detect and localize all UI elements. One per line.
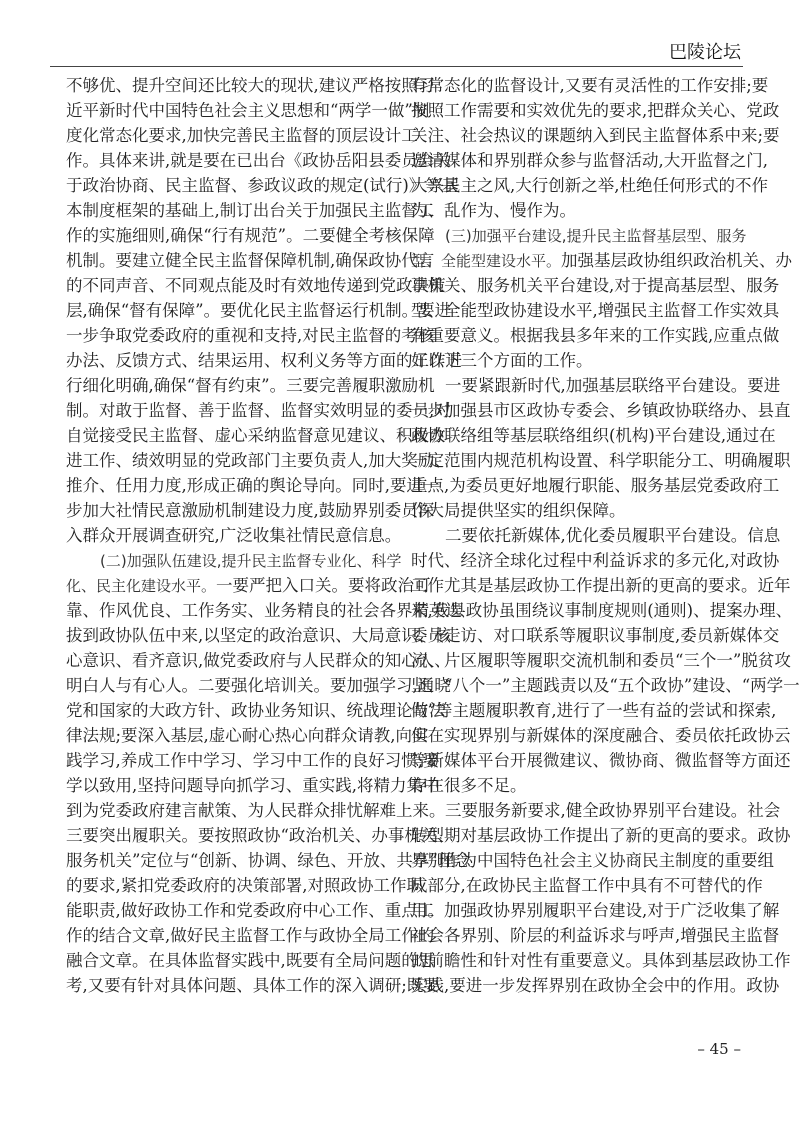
section-heading: (二)加强队伍建设,提升民主监督专业化、科学 bbox=[100, 552, 402, 570]
body-text: 大兴民主之风,大行创新之举,杜绝任何形式的不作 bbox=[411, 176, 768, 195]
body-text: 按照工作需要和实效优先的要求,把群众关心、党政 bbox=[411, 101, 780, 120]
body-text: 但在实现界别与新媒体的深度融合、委员依托政协云 bbox=[411, 726, 791, 745]
section-heading-line bbox=[411, 248, 793, 273]
text-line bbox=[411, 348, 742, 373]
body-text: 本制度框架的基础上,制订出台关于加强民主监督工 bbox=[66, 201, 435, 220]
text-line bbox=[411, 873, 763, 898]
body-text: 有常态化的监督设计,又要有灵活性的工作安排;要 bbox=[411, 76, 769, 95]
text-line bbox=[411, 798, 781, 823]
journal-header-title: 巴陵论坛 bbox=[669, 42, 741, 63]
text-line bbox=[411, 548, 780, 573]
body-text: 邀请媒体和界别群众参与监督活动,大开监督之门, bbox=[411, 151, 768, 170]
text-line bbox=[411, 173, 768, 198]
text-line bbox=[411, 323, 780, 348]
text-line bbox=[411, 73, 769, 98]
body-text: 步加大社情民意激励机制建设力度,鼓励界别委员深 bbox=[66, 501, 435, 520]
body-text: 一要紧跟新时代,加强基层联络平台建设。要进 bbox=[445, 376, 781, 395]
text-line bbox=[66, 648, 451, 673]
text-line bbox=[66, 423, 446, 448]
text-line bbox=[411, 698, 777, 723]
body-text: 一定范围内规范机构设置、科学职能分工、明确履职 bbox=[411, 451, 791, 470]
body-text: 入群众开展调查研究,广泛收集社情民意信息。 bbox=[66, 526, 402, 545]
text-line bbox=[66, 123, 418, 148]
text-line bbox=[66, 973, 440, 998]
text-line bbox=[411, 923, 780, 948]
body-text: 办法、反馈方式、结果运用、权利义务等方面的工作进 bbox=[66, 351, 462, 370]
body-text: 好以下三个方面的工作。 bbox=[411, 351, 593, 370]
text-line bbox=[411, 773, 742, 798]
body-text: 重点,为委员更好地履行职能、服务基层党委政府工 bbox=[411, 476, 780, 495]
body-text: 三要服务新要求,健全政协界别平台建设。社会 bbox=[445, 801, 781, 820]
text-line bbox=[66, 173, 459, 198]
body-text: 考,又要有针对具体问题、具体工作的深入调研;既要 bbox=[66, 976, 440, 995]
text-line bbox=[66, 698, 446, 723]
text-line bbox=[411, 673, 800, 698]
text-line bbox=[66, 523, 402, 548]
text-line bbox=[66, 373, 435, 398]
body-text: 近平新时代中国特色社会主义思想和“两学一做”制 bbox=[66, 101, 430, 120]
text-line bbox=[66, 923, 435, 948]
text-line bbox=[66, 848, 471, 873]
body-text: 三要突出履职关。要按照政协“政治机关、办事机关、 bbox=[66, 826, 454, 845]
text-line bbox=[411, 98, 780, 123]
body-text: 成部分,在政协民主监督工作中具有不可替代的作 bbox=[411, 876, 763, 895]
body-text: 到为党委政府建言献策、为人民群众排忧解难上来。 bbox=[66, 801, 446, 820]
text-line bbox=[411, 848, 774, 873]
text-line bbox=[66, 398, 451, 423]
body-text: 制。对敢于监督、善于监督、监督实效明显的委员,对 bbox=[66, 401, 451, 420]
text-line bbox=[66, 448, 451, 473]
text-line bbox=[411, 198, 742, 223]
body-text: 的不同声音、不同观点能及时有效地传递到党政决策 bbox=[66, 276, 446, 295]
body-text: 一要严把入口关。要将政治可 bbox=[216, 576, 431, 595]
body-text: 推介、任用力度,形成正确的舆论导向。同时,要进一 bbox=[66, 476, 440, 495]
section-heading-line bbox=[66, 548, 402, 573]
text-line bbox=[411, 898, 780, 923]
body-text: 机制。要建立健全民主监督保障机制,确保政协代言 bbox=[66, 251, 435, 270]
text-line bbox=[411, 498, 742, 523]
section-heading: 型、全能型建设水平。 bbox=[411, 252, 562, 270]
body-text: 实践,要进一步发挥界别在政协全会中的作用。政协 bbox=[411, 976, 780, 995]
text-line bbox=[411, 273, 780, 298]
body-text: 坚、“八个一”主题践责以及“五个政协”建设、“两学一 bbox=[411, 676, 800, 695]
text-line bbox=[66, 198, 435, 223]
body-text: 事机关、服务机关平台建设,对于提高基层型、服务 bbox=[411, 276, 780, 295]
body-text: 度化常态化要求,加快完善民主监督的顶层设计工 bbox=[66, 126, 418, 145]
body-text: 来,我县政协虽围绕议事制度规则(通则)、提案办理、 bbox=[411, 601, 793, 620]
header-rule bbox=[50, 66, 743, 67]
text-line bbox=[66, 873, 423, 898]
body-text: 关注、社会热议的课题纳入到民主监督体系中来;要 bbox=[411, 126, 780, 145]
body-text: 心意识、看齐意识,做党委政府与人民群众的知心人、 bbox=[66, 651, 451, 670]
text-line bbox=[411, 398, 791, 423]
text-line bbox=[66, 323, 435, 348]
body-text: 一步加强县市区政协专委会、乡镇政协联络办、县直 bbox=[411, 401, 791, 420]
text-line bbox=[411, 298, 780, 323]
body-text: 服务机关”定位与“创新、协调、绿色、开放、共享”理念 bbox=[66, 851, 471, 870]
text-line bbox=[411, 123, 780, 148]
text-line bbox=[66, 148, 451, 173]
text-line bbox=[411, 973, 780, 998]
body-text: 自觉接受民主监督、虚心采纳监督意见建议、积极改 bbox=[66, 426, 446, 445]
text-line bbox=[411, 148, 768, 173]
text-line bbox=[66, 898, 435, 923]
text-line bbox=[66, 473, 440, 498]
text-line bbox=[411, 948, 791, 973]
text-line bbox=[411, 573, 791, 598]
body-text: 型、全能型政协建设水平,增强民主监督工作实效具 bbox=[411, 301, 780, 320]
text-line bbox=[66, 723, 429, 748]
text-line bbox=[66, 98, 430, 123]
text-line bbox=[411, 523, 781, 548]
body-text: 政协联络组等基层联络组织(机构)平台建设,通过在 bbox=[411, 426, 776, 445]
body-text: 做”等主题履职教育,进行了一些有益的尝试和探索, bbox=[411, 701, 777, 720]
body-text: 行细化明确,确保“督有约束”。三要完善履职激励机 bbox=[66, 376, 435, 395]
text-line bbox=[66, 248, 435, 273]
section-heading: 化、民主化建设水平。 bbox=[66, 577, 217, 595]
text-line bbox=[411, 623, 780, 648]
text-line bbox=[411, 473, 780, 498]
body-text: 加强基层政协组织政治机关、办 bbox=[561, 251, 793, 270]
text-line bbox=[66, 223, 435, 248]
body-text: 作。具体来讲,就是要在已出台《政协岳阳县委员会关 bbox=[66, 151, 451, 170]
body-text: 工作尤其是基层政协工作提出新的更高的要求。近年 bbox=[411, 576, 791, 595]
body-text: 层,确保“督有保障”。要优化民主监督运行机制。要进 bbox=[66, 301, 452, 320]
body-text: 委员走访、对口联系等履职议事制度,委员新媒体交 bbox=[411, 626, 780, 645]
body-text: 于政治协商、民主监督、参政议政的规定(试行)》等基 bbox=[66, 176, 459, 195]
body-text: 用。加强政协界别履职平台建设,对于广泛收集了解 bbox=[411, 901, 780, 920]
text-line bbox=[66, 623, 451, 648]
body-text: 靠、作风优良、工作务实、业务精良的社会各界精英选 bbox=[66, 601, 462, 620]
text-line bbox=[411, 648, 791, 673]
body-text: 作大局提供坚实的组织保障。 bbox=[411, 501, 626, 520]
text-line bbox=[66, 823, 454, 848]
text-line bbox=[411, 423, 776, 448]
text-line bbox=[66, 498, 435, 523]
body-text: 等新媒体平台开展微建议、微协商、微监督等方面还 bbox=[411, 751, 791, 770]
body-text: 不够优、提升空间还比较大的现状,建议严格按照习 bbox=[66, 76, 435, 95]
text-line bbox=[66, 298, 452, 323]
text-line bbox=[66, 798, 446, 823]
body-text: 作的结合文章,做好民主监督工作与政协全局工作的 bbox=[66, 926, 435, 945]
text-line bbox=[66, 348, 462, 373]
body-text: 律法规;要深入基层,虚心耐心热心向群众请教,向实 bbox=[66, 726, 429, 745]
body-text: 社会各界别、阶层的利益诉求与呼声,增强民主监督 bbox=[411, 926, 780, 945]
text-line bbox=[411, 723, 791, 748]
body-text: 一步争取党委政府的重视和支持,对民主监督的考核 bbox=[66, 326, 435, 345]
section-heading: (三)加强平台建设,提升民主监督基层型、服务 bbox=[445, 227, 747, 245]
body-text: 二要依托新媒体,优化委员履职平台建设。信息 bbox=[445, 526, 781, 545]
body-text: 能职责,做好政协工作和党委政府中心工作、重点工 bbox=[66, 901, 435, 920]
body-text: 明白人与有心人。二要强化培训关。要加强学习,通晓 bbox=[66, 676, 451, 695]
section-heading-line bbox=[411, 223, 747, 248]
text-line bbox=[66, 773, 440, 798]
text-line bbox=[66, 948, 435, 973]
body-text: 进工作、绩效明显的党政部门主要负责人,加大奖励、 bbox=[66, 451, 451, 470]
body-text: 的前瞻性和针对性有重要意义。具体到基层政协工作 bbox=[411, 951, 791, 970]
right-column bbox=[411, 73, 800, 998]
text-line bbox=[66, 73, 435, 98]
body-text: 为、乱作为、慢作为。 bbox=[411, 201, 576, 220]
text-line bbox=[66, 748, 440, 773]
text-line bbox=[411, 448, 791, 473]
text-line bbox=[411, 598, 793, 623]
section-heading-line bbox=[66, 573, 431, 598]
body-text: 践学习,养成工作中学习、学习中工作的良好习惯;要 bbox=[66, 751, 440, 770]
body-text: 融合文章。在具体监督实践中,既要有全局问题的思 bbox=[66, 951, 435, 970]
text-line bbox=[66, 598, 462, 623]
page-number: – 45 – bbox=[697, 1040, 741, 1058]
body-text: 有重要意义。根据我县多年来的工作实践,应重点做 bbox=[411, 326, 780, 345]
text-line bbox=[66, 273, 446, 298]
body-text: 拔到政协队伍中来,以坚定的政治意识、大局意识、核 bbox=[66, 626, 451, 645]
body-text: 流、片区履职等履职交流机制和委员“三个一”脱贫攻 bbox=[411, 651, 791, 670]
body-text: 时代、经济全球化过程中利益诉求的多元化,对政协 bbox=[411, 551, 780, 570]
body-text: 的要求,紧扣党委政府的决策部署,对照政协工作职 bbox=[66, 876, 423, 895]
text-line bbox=[66, 673, 451, 698]
body-text: 存在很多不足。 bbox=[411, 776, 527, 795]
text-line bbox=[411, 748, 791, 773]
body-text: 作的实施细则,确保“行有规范”。二要健全考核保障 bbox=[66, 226, 435, 245]
body-text: 学以致用,坚持问题导向抓学习、重实践,将精力集中 bbox=[66, 776, 440, 795]
body-text: 转型期对基层政协工作提出了新的更高的要求。政协 bbox=[411, 826, 791, 845]
text-line bbox=[411, 373, 781, 398]
text-line bbox=[411, 823, 791, 848]
body-text: 界别作为中国特色社会主义协商民主制度的重要组 bbox=[411, 851, 774, 870]
body-text: 党和国家的大政方针、政协业务知识、统战理论与法 bbox=[66, 701, 446, 720]
